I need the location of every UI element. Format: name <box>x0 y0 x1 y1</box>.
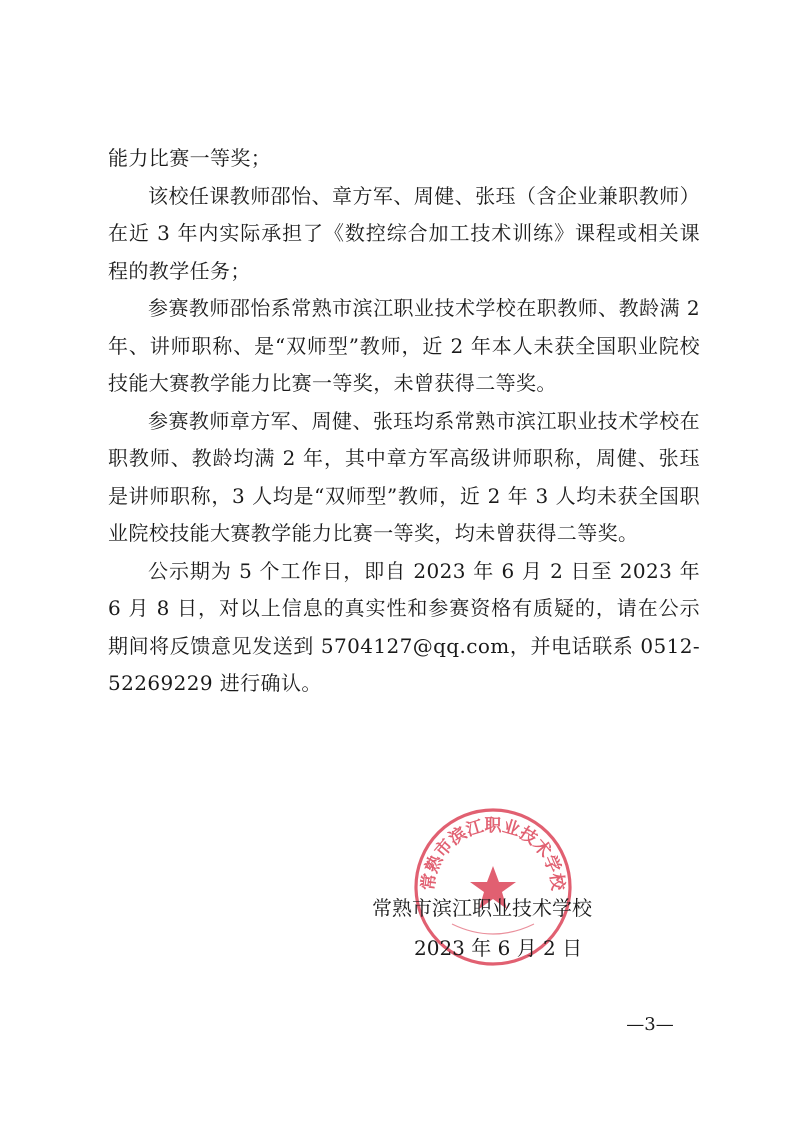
paragraph-continuation: 能力比赛一等奖； <box>108 146 272 170</box>
page-number: —3— <box>626 1014 674 1035</box>
paragraph-publicity-period: 公示期为 5 个工作日，即自 2023 年 6 月 2 日至 2023 年 6 月 8 日，对以上信息的真实性和参赛资格有质疑的，请在公示期间将反馈意见发送到 5704127@qq.com，并电话联系 0512-52269229 进行确认。 <box>108 558 700 695</box>
signature-organization: 常熟市滨江职业技术学校 <box>372 896 592 920</box>
paragraph-contestant-shaoyi: 参赛教师邵怡系常熟市滨江职业技术学校在职教师、教龄满 2 年、讲师职称、是“双师型”教师，近 2 年本人未获全国职业院校技能大赛教学能力比赛一等奖，未曾获得二等奖。 <box>108 296 700 395</box>
paragraph-other-contestants: 参赛教师章方军、周健、张珏均系常熟市滨江职业技术学校在职教师、教龄均满 2 年，其中章方军高级讲师职称，周健、张珏是讲师职称，3 人均是“双师型”教师，近 2 年 3 人均未获全国职业院校技能大赛教学能力比赛一等奖，均未曾获得二等奖。 <box>108 408 700 545</box>
signature-block <box>372 888 632 968</box>
document-body <box>108 140 700 703</box>
seal-text: 常熟市滨江职业技术学校 <box>418 816 568 892</box>
signature-date: 2023 年 6 月 2 日 <box>414 936 583 960</box>
paragraph-teaching-staff: 该校任课教师邵怡、章方军、周健、张珏（含企业兼职教师）在近 3 年内实际承担了《数控综合加工技术训练》课程或相关课程的教学任务； <box>108 183 700 283</box>
